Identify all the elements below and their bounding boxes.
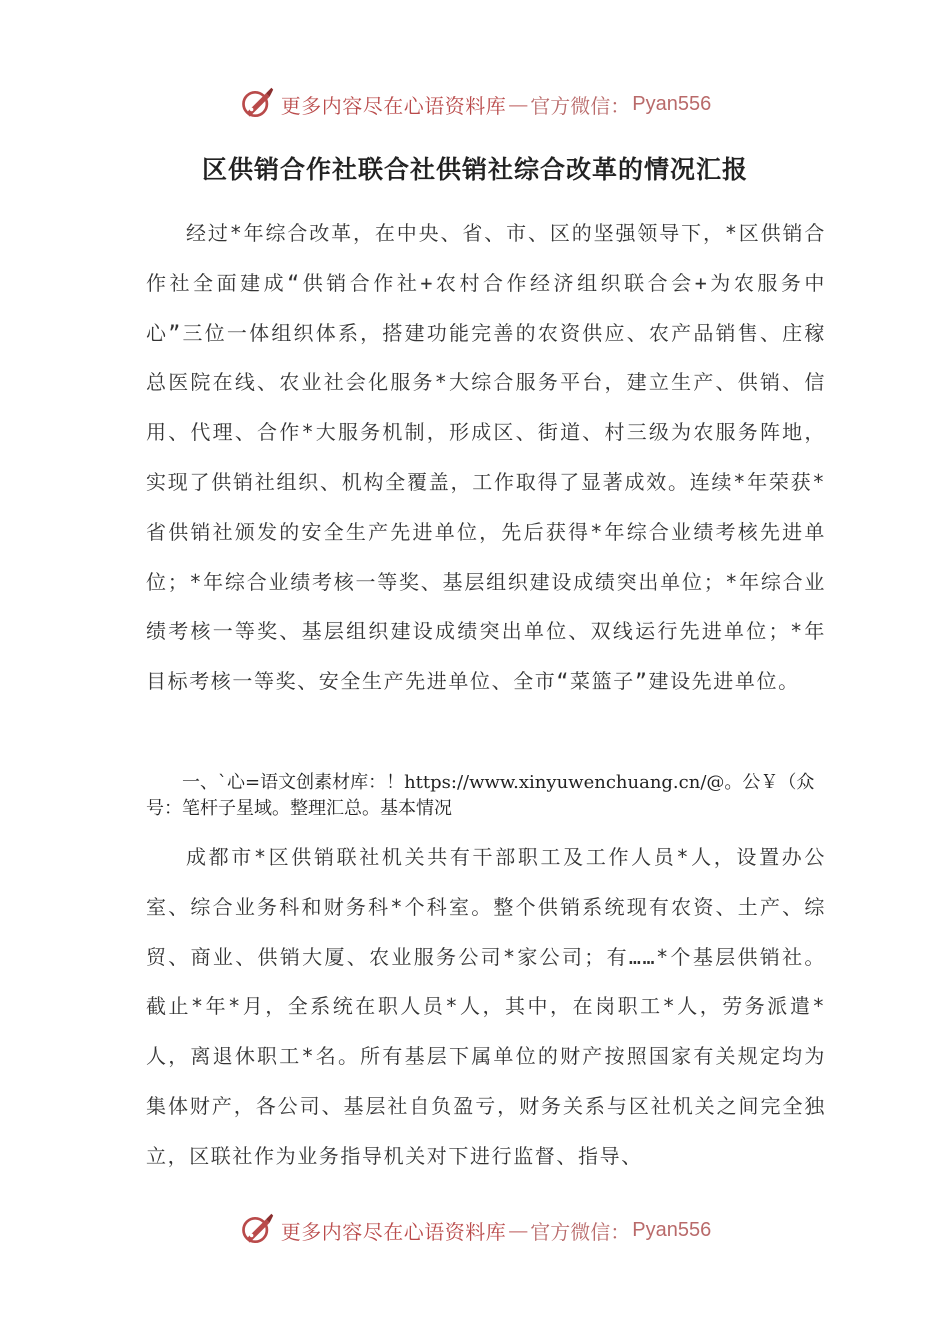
paragraph-intro: 经过*年综合改革，在中央、省、市、区的坚强领导下，*区供销合作社全面建成“供销合作社+农村合作经济组织联合会+为农服务中心”三位一体组织体系，搭建功能完善的农资供应、农产品销售、庄稼总医院在线、农业社会化服务*大综合服务平台，建立生产、供销、信用、代理、合作*大服务机制，形成区、街道、村三级为农服务阵地，实现了供销社组织、机构全覆盖，工作取得了显著成效。连续*年荣获*省供销社颁发的安全生产先进单位，先后获得*年综合业绩考核先进单位；*年综合业绩考核一等奖、基层组织建设成绩突出单位；*年综合业绩考核一等奖、基层组织建设成绩突出单位、双线运行先进单位；*年目标考核一等奖、安全生产先进单位、全市“菜篮子”建设先进单位。 [146,221,826,694]
section-heading: 一、`心=语文创素材库：！https://www.xinyuwenchuang.cn/@。公￥（众号：笔杆子星域。整理汇总。基本情况 [146,772,815,819]
paragraph-basic-info: 成都市*区供销联社机关共有干部职工及工作人员*人，设置办公室、综合业务科和财务科*个科室。整个供销系统现有农资、土产、综贸、商业、供销大厦、农业服务公司*家公司；有……*个基层供销社。截止*年*月，全系统在职人员*人，其中，在岗职工*人，劳务派遣*人，离退休职工*名。所有基层下属单位的财产按照国家有关规定均为集体财产，各公司、基层社自负盈亏，财务关系与区社机关之间完全独立，区联社作为业务指导机关对下进行监督、指导、 [146,845,826,1168]
banner-separator: — [508,92,529,116]
banner-text: 更多内容尽在心语资料库 [280,93,507,118]
footer-banner [0,1210,950,1250]
pen-nib-logo-icon [239,1212,275,1248]
pen-nib-logo-icon [239,86,275,122]
header-banner [0,84,950,124]
banner-wechat-id: Pyan556 [632,92,712,115]
banner-text: 更多内容尽在心语资料库 [280,1219,507,1244]
banner-separator: — [508,1218,529,1242]
banner-wechat-label: 官方微信： [530,93,631,118]
banner-wechat-label: 官方微信： [530,1219,631,1244]
document-title: 区供销合作社联合社供销社综合改革的情况汇报 [201,155,748,184]
banner-wechat-id: Pyan556 [632,1218,712,1241]
